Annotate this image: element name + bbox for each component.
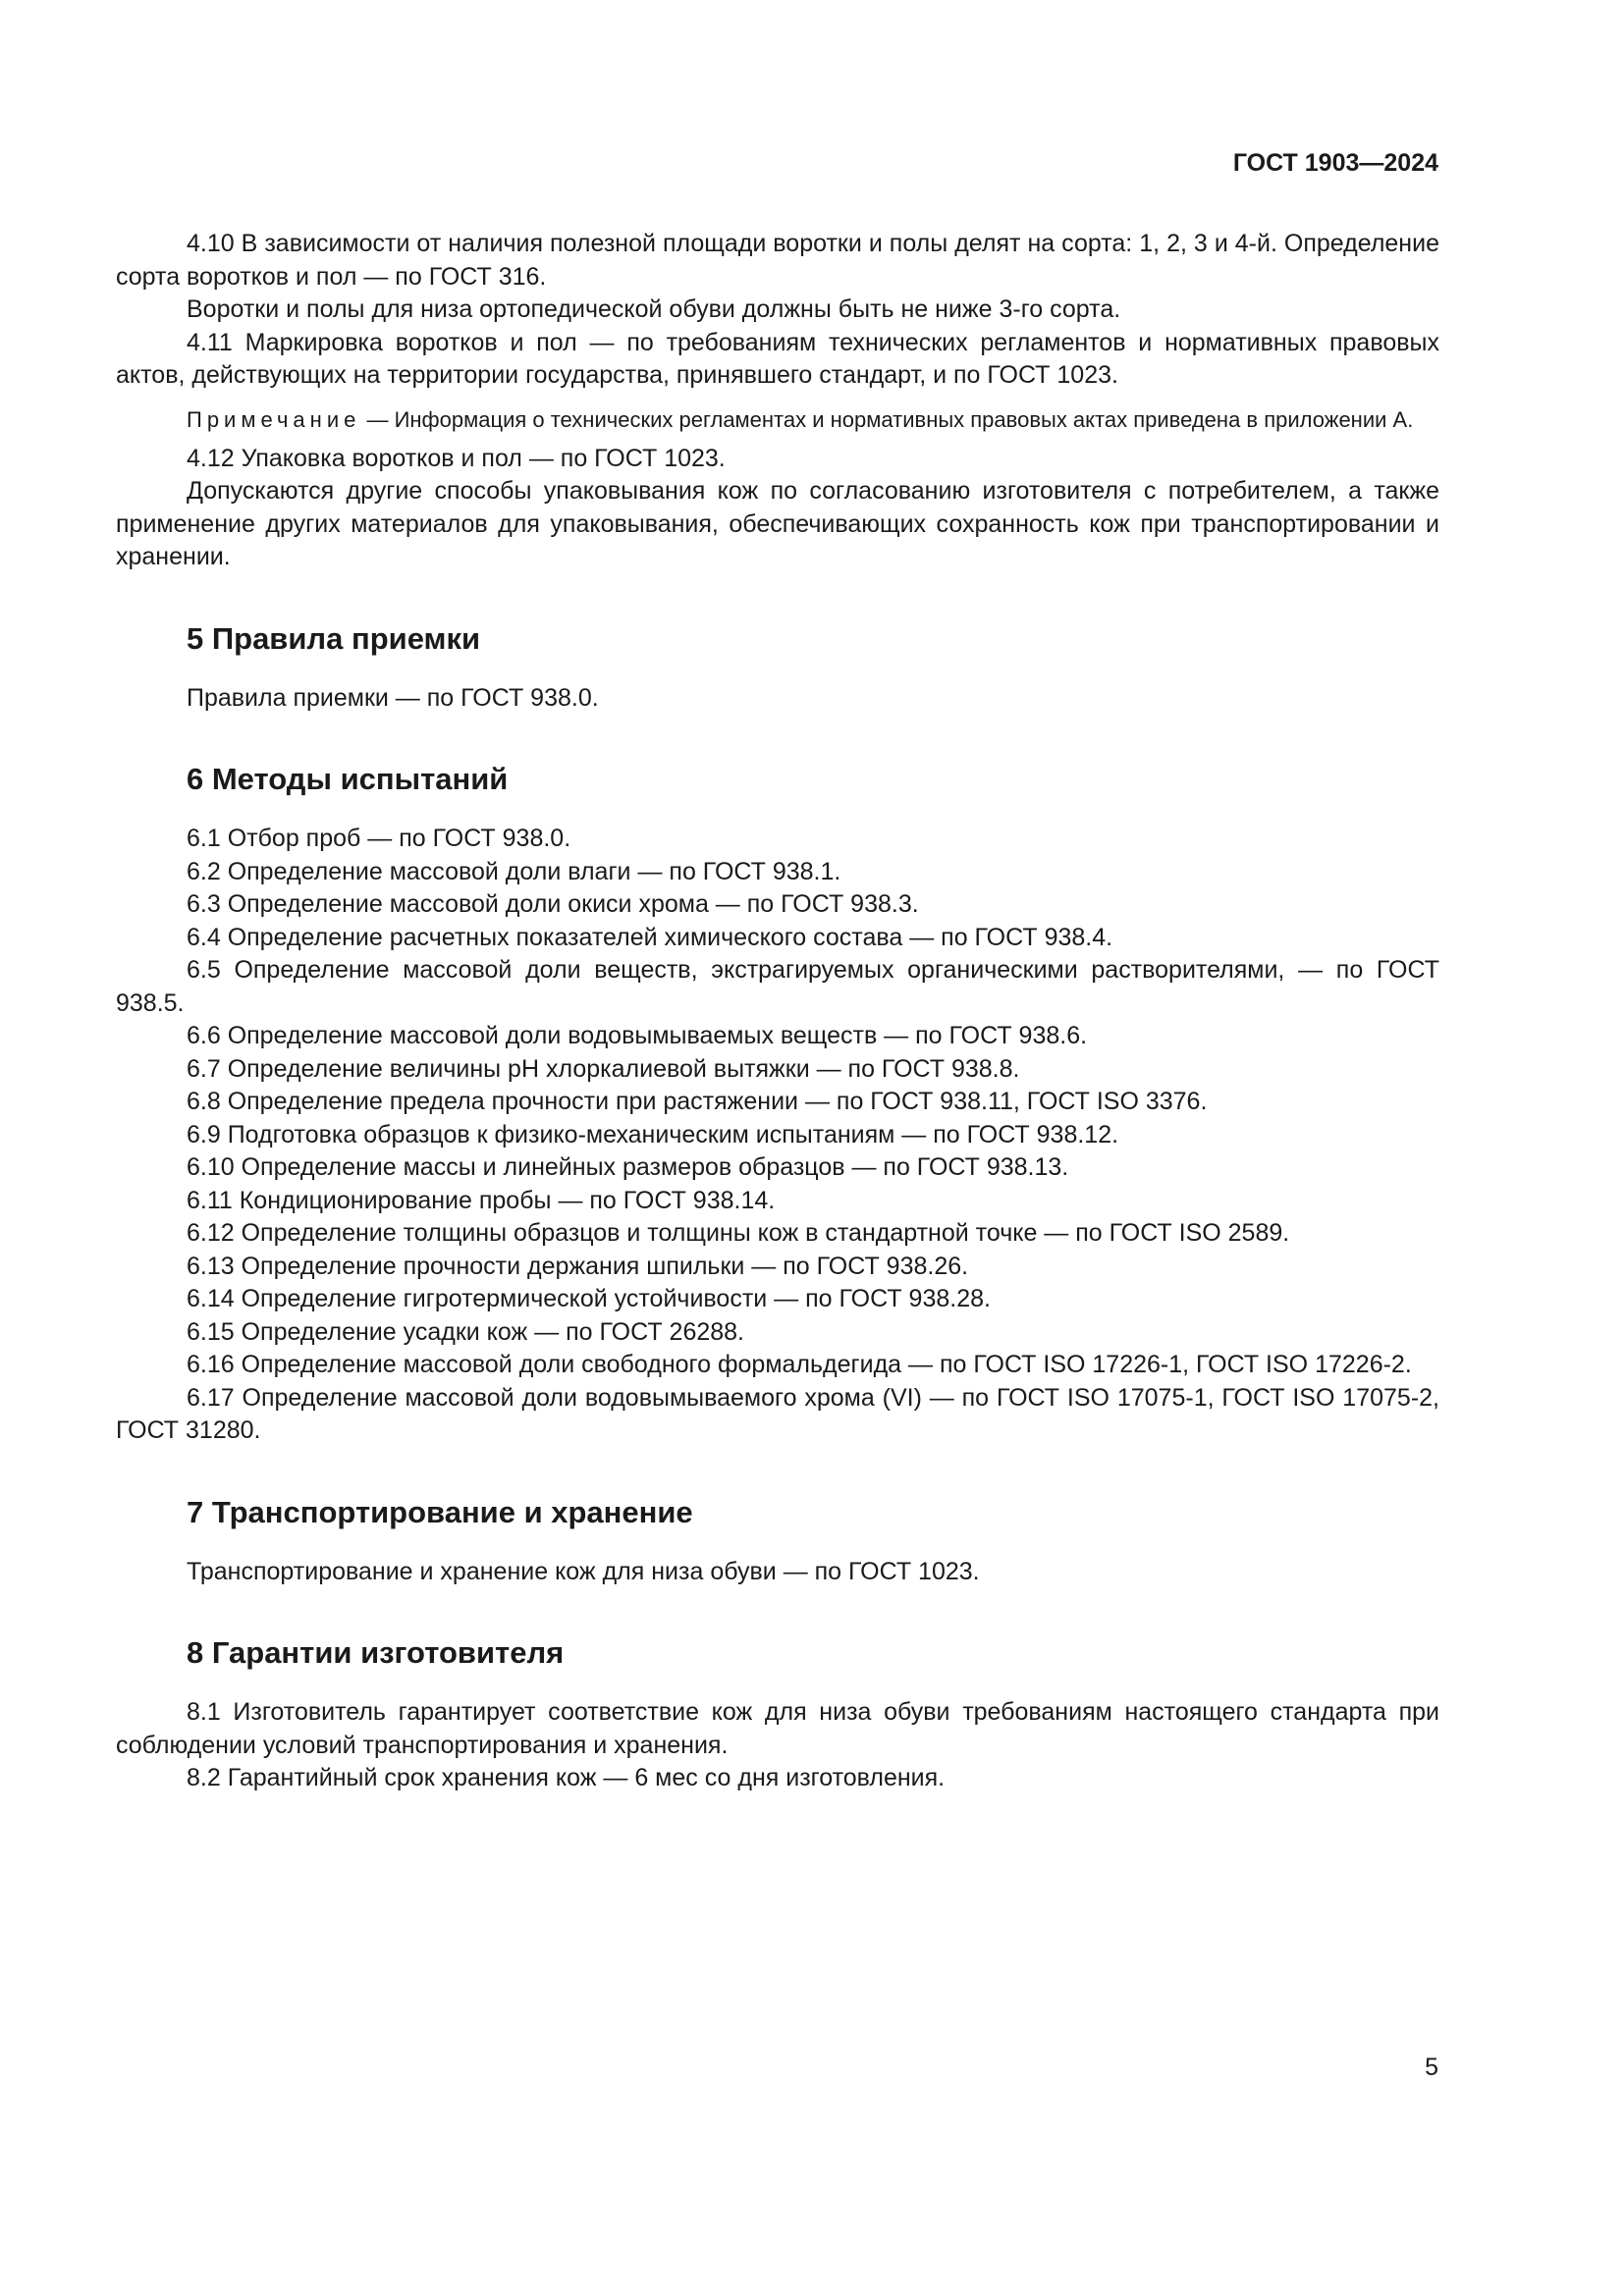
list-item: 6.17 Определение массовой доли водовымываемого хрома (VI) — по ГОСТ ISO 17075-1, ГОСТ ISO 17075-2, ГОСТ 31280.	[116, 1383, 1439, 1444]
list-item: 6.16 Определение массовой доли свободного формальдегида — по ГОСТ ISO 17226-1, ГОСТ ISO 17226-2.	[187, 1351, 1412, 1378]
list-item: 6.10 Определение массы и линейных размеров образцов — по ГОСТ 938.13.	[187, 1153, 1069, 1181]
list-item: 6.14 Определение гигротермической устойчивости — по ГОСТ 938.28.	[187, 1285, 991, 1312]
note-text: — Информация о технических регламентах и нормативных правовых актах приведена в приложении А.	[360, 406, 1414, 432]
list-item: 8.1 Изготовитель гарантирует соответствие кож для низа обуви требованиям настоящего стандарта при соблюдении условий транспортирования и хранения.	[116, 1698, 1439, 1759]
paragraph-4-10: 4.10 В зависимости от наличия полезной площади воротки и полы делят на сорта: 1, 2, 3 и 4-й. Определение сорта воротков и пол — по ГОСТ 316.	[116, 230, 1439, 291]
section-5-text: Правила приемки — по ГОСТ 938.0.	[187, 683, 599, 712]
section-5-title: 5 Правила приемки	[187, 620, 481, 656]
paragraph-orthopedic: Воротки и полы для низа ортопедической обуви должны быть не ниже 3-го сорта.	[187, 295, 1121, 323]
section-6-title: 6 Методы испытаний	[187, 762, 509, 796]
list-item: 6.9 Подготовка образцов к физико-механическим испытаниям — по ГОСТ 938.12.	[187, 1120, 1119, 1148]
section-7-text: Транспортирование и хранение кож для низа обуви — по ГОСТ 1023.	[187, 1557, 980, 1585]
section-8-title: 8 Гарантии изготовителя	[187, 1635, 565, 1670]
list-item: 8.2 Гарантийный срок хранения кож — 6 мес со дня изготовления.	[187, 1764, 946, 1791]
paragraph-4-12: 4.12 Упаковка воротков и пол — по ГОСТ 1023.	[187, 444, 726, 472]
list-item: 6.4 Определение расчетных показателей химического состава — по ГОСТ 938.4.	[187, 923, 1113, 951]
list-item: 6.1 Отбор проб — по ГОСТ 938.0.	[187, 825, 571, 852]
page-content	[116, 228, 1439, 1795]
paragraph-packing-other: Допускаются другие способы упаковывания кож по согласованию изготовителя с потребителем, а также применение других материалов для упаковывания, обеспечивающих сохранность кож при транспортировании и хранении.	[116, 477, 1439, 570]
list-item: 6.5 Определение массовой доли веществ, экстрагируемых органическими растворителями, — по ГОСТ 938.5.	[116, 956, 1439, 1017]
paragraph-4-11: 4.11 Маркировка воротков и пол — по требованиям технических регламентов и нормативных правовых актов, действующих на территории государства, принявшего стандарт, и по ГОСТ 1023.	[116, 328, 1439, 389]
document-id-header: ГОСТ 1903—2024	[1232, 149, 1438, 177]
page-number: 5	[1425, 2054, 1438, 2081]
note-label: Примечание	[187, 406, 361, 432]
list-item: 6.3 Определение массовой доли окиси хрома — по ГОСТ 938.3.	[187, 890, 919, 918]
list-item: 6.7 Определение величины pH хлоркалиевой вытяжки — по ГОСТ 938.8.	[187, 1054, 1020, 1083]
list-item: 6.2 Определение массовой доли влаги — по ГОСТ 938.1.	[187, 857, 841, 885]
section-7-title: 7 Транспортирование и хранение	[187, 1494, 693, 1529]
list-item: 6.12 Определение толщины образцов и толщины кож в стандартной точке — по ГОСТ ISO 2589.	[187, 1219, 1290, 1247]
list-item: 6.13 Определение прочности держания шпильки — по ГОСТ 938.26.	[187, 1252, 969, 1280]
note	[116, 404, 1439, 435]
list-item: 6.11 Кондиционирование пробы — по ГОСТ 938.14.	[187, 1186, 776, 1214]
list-item: 6.8 Определение предела прочности при растяжении — по ГОСТ 938.11, ГОСТ ISO 3376.	[187, 1088, 1208, 1115]
list-item: 6.6 Определение массовой доли водовымываемых веществ — по ГОСТ 938.6.	[187, 1022, 1088, 1049]
list-item: 6.15 Определение усадки кож — по ГОСТ 26288.	[187, 1317, 745, 1346]
